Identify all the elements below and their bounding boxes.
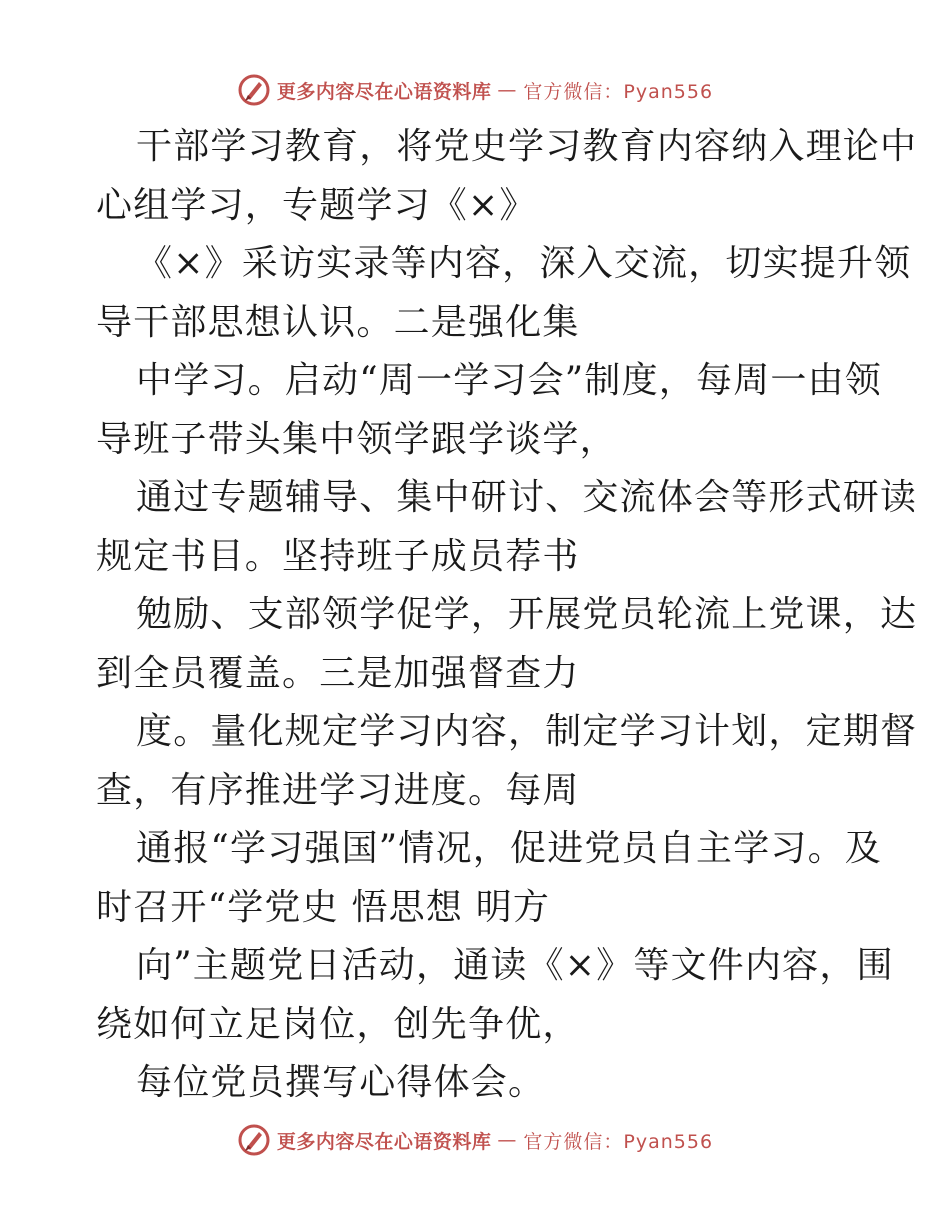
banner-wechat-text: 官方微信：Pyan556 xyxy=(523,80,714,103)
body-text-line: 导班子带头集中领学跟学谈学， xyxy=(96,418,617,460)
document-body xyxy=(96,118,918,1113)
body-text-line: 干部学习教育，将党史学习教育内容纳入理论中 xyxy=(136,126,918,167)
body-text-line: 查，有序推进学习进度。每周 xyxy=(96,769,580,811)
body-text-line: 每位党员撰写心得体会。 xyxy=(136,1062,546,1103)
body-text-line: 度。量化规定学习内容，制定学习计划，定期督 xyxy=(136,711,918,752)
banner-site-text: 更多内容尽在心语资料库 xyxy=(276,80,492,103)
body-text-line: 时召开“学党史 悟思想 明方 xyxy=(96,886,551,928)
body-text-line: 勉励、支部领学促学，开展党员轮流上党课，达 xyxy=(136,594,918,635)
body-text-line: 向”主题党日活动，通读《×》等文件内容，围 xyxy=(136,945,894,986)
body-text-line: 绕如何立足岗位，创先争优， xyxy=(96,1003,580,1045)
header-watermark-banner xyxy=(0,70,950,110)
body-text-line: 通报“学习强国”情况，促进党员自主学习。及 xyxy=(136,828,883,869)
brand-logo-icon xyxy=(237,73,271,107)
banner-separator: — xyxy=(497,1129,518,1151)
body-text-line: 导干部思想认识。二是强化集 xyxy=(96,301,580,343)
banner-wechat-text: 官方微信：Pyan556 xyxy=(523,1130,714,1153)
banner-separator: — xyxy=(497,79,518,101)
body-text-line: 到全员覆盖。三是加强督查力 xyxy=(96,652,580,694)
body-text-line: 通过专题辅导、集中研讨、交流体会等形式研读 xyxy=(136,477,918,518)
footer-watermark-banner xyxy=(0,1120,950,1160)
brand-logo-icon xyxy=(237,1123,271,1157)
body-text-line: 规定书目。坚持班子成员荐书 xyxy=(96,535,580,577)
banner-site-text: 更多内容尽在心语资料库 xyxy=(276,1130,492,1153)
body-text-line: 心组学习，专题学习《×》 xyxy=(96,184,537,226)
body-text-line: 《×》采访实录等内容，深入交流，切实提升领 xyxy=(136,243,912,284)
body-text-line: 中学习。启动“周一学习会”制度，每周一由领 xyxy=(136,360,883,401)
